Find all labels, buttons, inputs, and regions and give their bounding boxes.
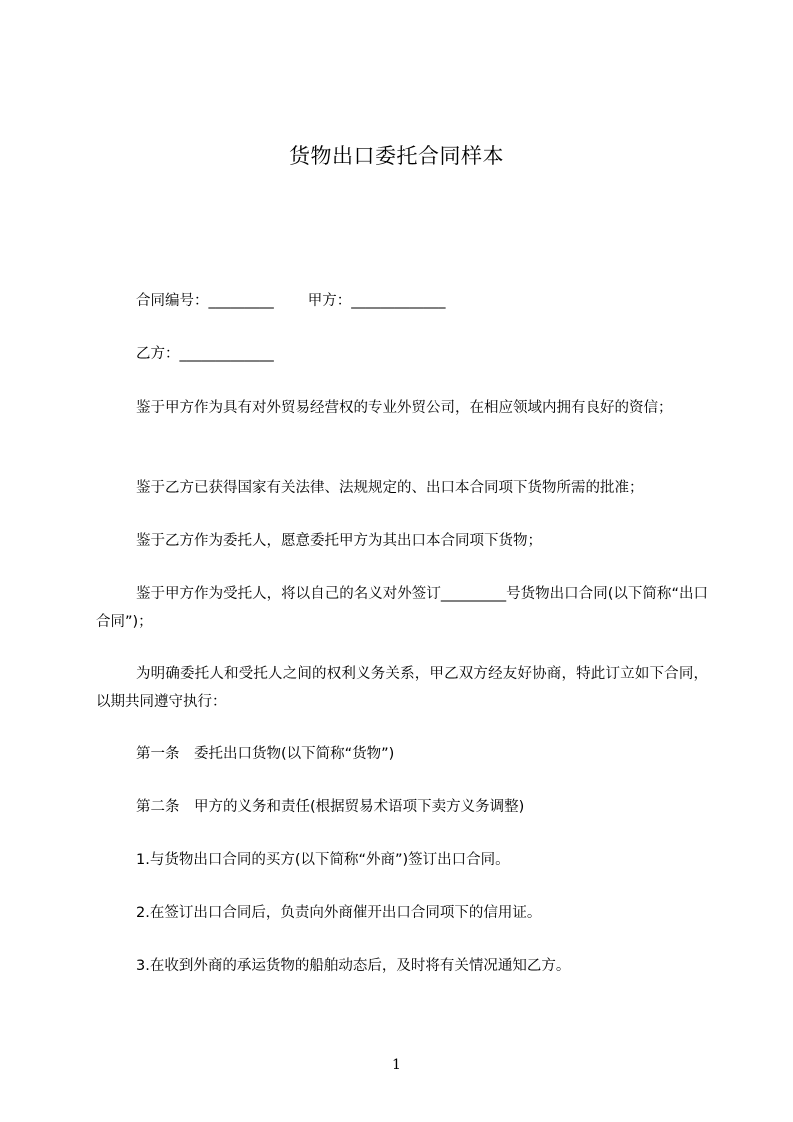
article-1-heading: 第一条 委托出口货物(以下简称“货物”) — [136, 746, 395, 762]
page-number: 1 — [392, 1057, 401, 1073]
obligation-item-3: 3.在收到外商的承运货物的船舶动态后，及时将有关情况通知乙方。 — [136, 958, 571, 974]
recital-paragraph-4: 鉴于甲方作为受托人，将以自己的名义对外签订_________号货物出口合同(以下简称“出口合同”)； — [96, 586, 708, 630]
obligation-item-2: 2.在签订出口合同后，负责向外商催开出口合同项下的信用证。 — [136, 905, 542, 921]
purpose-paragraph: 为明确委托人和受托人之间的权利义务关系，甲乙双方经友好协商，特此订立如下合同，以期共同遵守执行： — [96, 666, 708, 710]
recital-paragraph-2: 鉴于乙方已获得国家有关法律、法规规定的、出口本合同项下货物所需的批准； — [136, 480, 644, 496]
party-b-field: 乙方：_____________ — [136, 346, 274, 362]
contract-number-field: 合同编号：_________ — [136, 293, 274, 309]
article-2-heading: 第二条 甲方的义务和责任(根据贸易术语项下卖方义务调整) — [136, 799, 525, 815]
party-a-field: 甲方：_____________ — [307, 293, 446, 309]
recital-paragraph-3: 鉴于乙方作为委托人，愿意委托甲方为其出口本合同项下货物； — [136, 533, 542, 549]
contract-header-row — [96, 287, 748, 315]
document-title: 货物出口委托合同样本 — [289, 144, 504, 168]
obligation-item-1: 1.与货物出口合同的买方(以下简称“外商”)签订出口合同。 — [136, 852, 510, 868]
recital-paragraph-1: 鉴于甲方作为具有对外贸易经营权的专业外贸公司，在相应领域内拥有良好的资信； — [136, 400, 673, 416]
